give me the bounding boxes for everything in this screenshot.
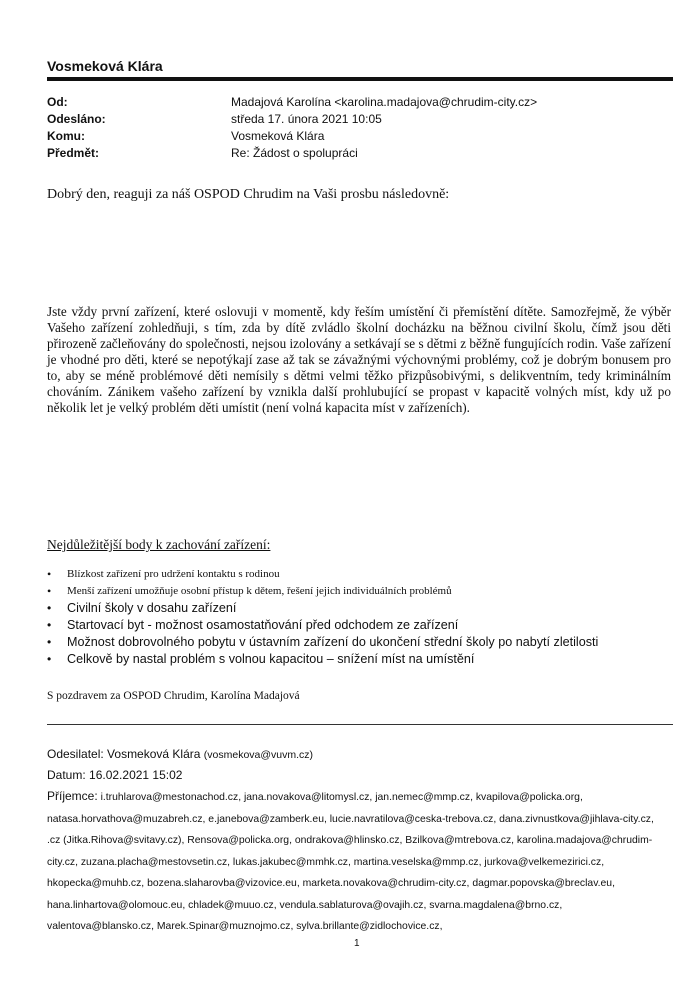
- forwarded-date: [47, 765, 673, 786]
- forwarded-sender: [47, 744, 673, 765]
- forwarded-sender-email: (vosmekova@vuvm.cz): [203, 749, 314, 761]
- forwarded-sender-label: Odesilatel:: [47, 747, 104, 761]
- from-value: Madajová Karolína <karolina.madajova@chrudim-city.cz>: [231, 95, 538, 109]
- sent-label: Odesláno:: [47, 112, 106, 126]
- bullet-text: Možnost dobrovolného pobytu v ústavním zařízení do ukončení střední školy po nabytí zletilosti: [67, 635, 599, 649]
- bullet-text: Menší zařízení umožňuje osobní přístup k dětem, řešení jejich individuálních problémů: [67, 585, 452, 597]
- header-row-subject: [47, 145, 537, 162]
- bullet-dot-icon: •: [47, 618, 52, 632]
- bullet-dot-icon: •: [47, 652, 52, 666]
- header-divider: [47, 77, 673, 81]
- subject-value: Re: Žádost o spolupráci: [231, 146, 358, 160]
- forwarded-message: [47, 744, 673, 938]
- to-value: Vosmeková Klára: [231, 129, 325, 143]
- closing-signature: S pozdravem za OSPOD Chrudim, Karolína Madajová: [47, 690, 300, 702]
- subject-label: Předmět:: [47, 146, 100, 160]
- header-row-from: [47, 94, 537, 111]
- bullet-item: [47, 617, 598, 634]
- bullet-text: Civilní školy v dosahu zařízení: [67, 601, 237, 615]
- body-paragraph: Jste vždy první zařízení, které oslovuji v momentě, kdy řeším umístění či přemístění dítěte. Samozřejmě, že výběr Vašeho zařízení zohledňuji, s tím, zda by dítě zvládlo školní docházku na běžnou civilní školu, čímž jsou děti přirozeně začleňovány do společnosti, nejsou izolovány a setkávají se s dětmi z běžně fungujících rodin. Vaše zařízení je vhodné pro děti, které se nepotýkají zase až tak se závažnými výchovnými problémy, což je dobrým bonusem pro to, aby se méně problémové děti nemísily s dětmi velmi těžko přizpůsobivými, s delikventním, tedy kriminálním chováním. Zánikem vašeho zařízení by vznikla další prohlubující se propast v kapacitě volných míst, kdy už po několik let je velký problém děti umístit (není volná kapacita míst v zařízeních).: [47, 304, 671, 415]
- sent-value: středa 17. února 2021 10:05: [231, 112, 382, 126]
- from-label: Od:: [47, 95, 68, 109]
- bullet-dot-icon: •: [47, 635, 52, 649]
- bullet-text: Blízkost zařízení pro udržení kontaktu s rodinou: [67, 568, 280, 580]
- forwarded-sender-name: Vosmeková Klára: [107, 747, 201, 761]
- bullet-item: [47, 634, 598, 651]
- header-row-to: [47, 128, 537, 145]
- bullet-text: Startovací byt - možnost osamostatňování před odchodem ze zařízení: [67, 618, 459, 632]
- bullet-item: [47, 583, 598, 600]
- greeting: Dobrý den, reaguji za náš OSPOD Chrudim na Vaši prosbu následovně:: [47, 187, 450, 202]
- forwarded-date-label: Datum:: [47, 768, 86, 782]
- bullet-dot-icon: •: [47, 601, 52, 615]
- forwarded-recipients: [47, 786, 659, 938]
- bullets-title: Nejdůležitější body k zachování zařízení:: [47, 537, 271, 552]
- recipients-label: Příjemce:: [47, 789, 98, 803]
- bullet-item: [47, 651, 598, 668]
- sender-heading: Vosmeková Klára: [47, 58, 163, 74]
- forwarded-date-value: 16.02.2021 15:02: [89, 768, 183, 782]
- bullet-item: [47, 566, 598, 583]
- header-row-sent: [47, 111, 537, 128]
- bullet-text: Celkově by nastal problém s volnou kapacitou – snížení míst na umístění: [67, 652, 475, 666]
- recipients-list: i.truhlarova@mestonachod.cz, jana.novakova@litomysl.cz, jan.nemec@mmp.cz, kvapilova@policka.org, natasa.horvathova@muzabreh.cz, e.janebova@zamberk.eu, lucie.navratilova@ceska-trebova.cz, dana.zivnustkova@jihlava-city.cz, .cz (Jitka.Rihova@svitavy.cz), Rensova@policka.org, ondrakova@hlinsko.cz, Bzilkova@mtrebova.cz, karolina.madajova@chrudim-city.cz, zuzana.placha@mestovsetin.cz, lukas.jakubec@mmhk.cz, martina.veselska@mmp.cz, jurkova@velkemezirici.cz, hkopecka@muhb.cz, bozena.slaharovba@vizovice.eu, marketa.novakova@chrudim-city.cz, dagmar.popovska@breclav.eu, hana.linhartova@olomouc.eu, chladek@muuo.cz, vendula.sablaturova@ovajih.cz, svarna.magdalena@brno.cz, valentova@blansko.cz, Marek.Spinar@muznojmo.cz, sylva.brillante@zidlochovice.cz,: [47, 792, 654, 932]
- bullet-dot-icon: •: [47, 584, 52, 598]
- email-header: [47, 94, 537, 162]
- bullet-list: [47, 566, 598, 668]
- page-number: 1: [354, 938, 360, 949]
- to-label: Komu:: [47, 129, 85, 143]
- forward-divider: [47, 724, 673, 725]
- bullet-item: [47, 600, 598, 617]
- bullet-dot-icon: •: [47, 567, 52, 581]
